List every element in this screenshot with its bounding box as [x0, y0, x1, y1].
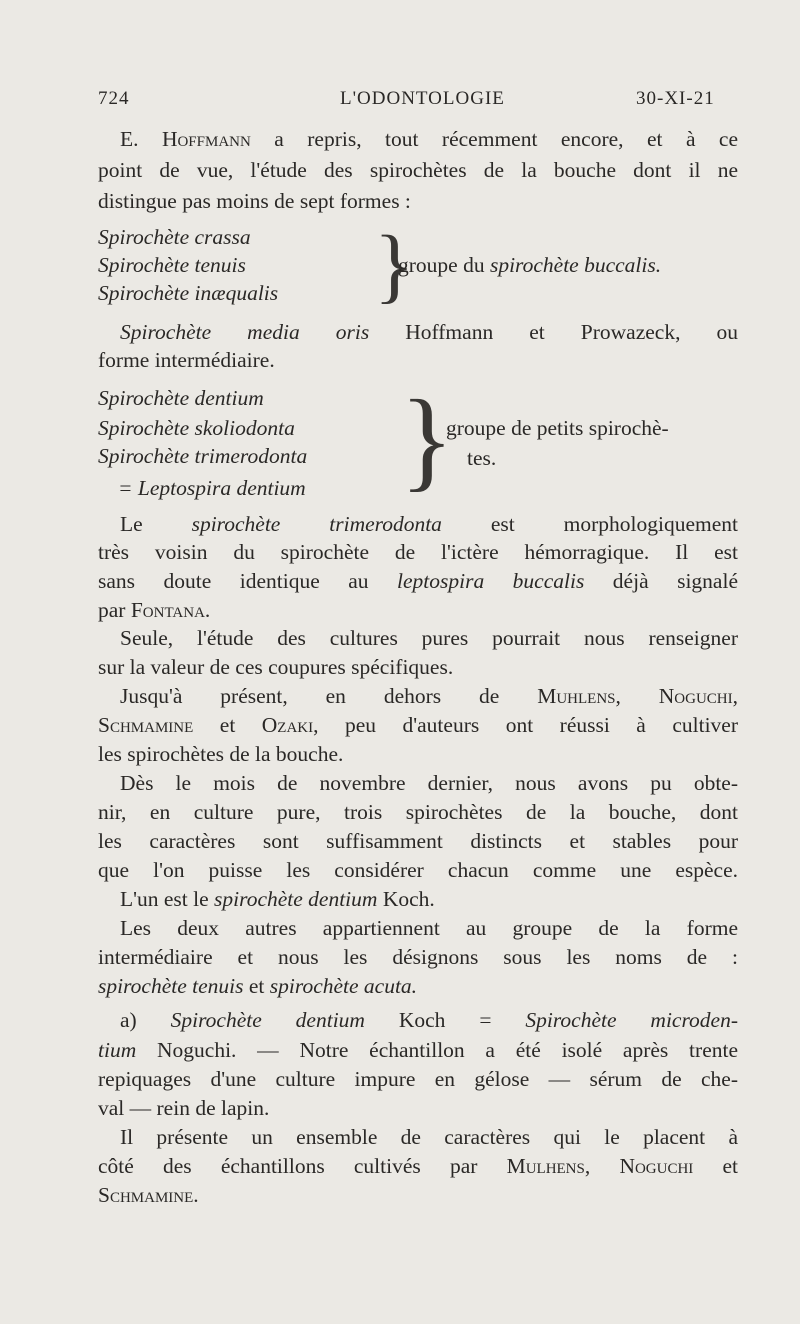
species-name: = Leptospira dentium [118, 476, 306, 500]
species-name: Spirochète dentium [98, 386, 264, 410]
text-line: Schmamine. [98, 1183, 199, 1207]
text-line: Dès le mois de novembre dernier, nous avons pu obte- [120, 771, 738, 795]
text-line: tium Noguchi. — Notre échantillon a été isolé après trente [98, 1038, 738, 1062]
text-line: intermédiaire et nous les désignons sous les noms de : [98, 945, 738, 969]
running-title: L'ODONTOLOGIE [340, 88, 505, 109]
species-name: Spirochète inæqualis [98, 281, 279, 305]
text-line: Il présente un ensemble de caractères qui le placent à [120, 1125, 738, 1149]
species-name: Spirochète crassa [98, 225, 251, 249]
text-line: repiquages d'une culture impure en gélose — sérum de che- [98, 1067, 738, 1091]
text-line: côté des échantillons cultivés par Mulhens, Noguchi et [98, 1154, 738, 1178]
text-line: Spirochète media oris Hoffmann et Prowazeck, ou [120, 320, 738, 344]
author-name: E. Hoffmann [120, 127, 251, 151]
page-number: 724 [98, 88, 130, 109]
text-line: a) Spirochète dentium Koch = Spirochète microden- [120, 1008, 738, 1032]
species-name: Spirochète skoliodonta [98, 416, 295, 440]
group-label: groupe de petits spirochè- [446, 416, 669, 440]
text-line: Seule, l'étude des cultures pures pourrait nous renseigner [120, 626, 738, 650]
text-line: sur la valeur de ces coupures spécifiques. [98, 655, 454, 679]
text-line: nir, en culture pure, trois spirochètes de la bouche, dont [98, 800, 738, 824]
text-line: L'un est le spirochète dentium Koch. [120, 887, 435, 911]
species-name: Spirochète tenuis [98, 253, 246, 277]
species-name: Spirochète trimerodonta [98, 444, 308, 468]
text-line: point de vue, l'étude des spirochètes de la bouche dont il ne [98, 158, 738, 182]
text-line: Les deux autres appartiennent au groupe de la forme [120, 916, 738, 940]
brace: } [400, 378, 454, 502]
text-line: que l'on puisse les considérer chacun comme une espèce. [98, 858, 738, 882]
text-line: les caractères sont suffisamment distincts et stables pour [98, 829, 738, 853]
species-name: Spirochète media oris [120, 320, 370, 344]
text-line: val — rein de lapin. [98, 1096, 270, 1120]
text-line: Le spirochète trimerodonta est morphologiquement [120, 512, 738, 536]
brace: } [374, 219, 415, 312]
text-line: par Fontana. [98, 598, 211, 622]
group-label: groupe du spirochète buccalis. [398, 253, 662, 277]
text-line: Jusqu'à présent, en dehors de Muhlens, Noguchi, [120, 684, 739, 708]
text-line: forme intermédiaire. [98, 348, 275, 372]
text-line: distingue pas moins de sept formes : [98, 189, 411, 213]
text-line: spirochète tenuis et spirochète acuta. [98, 974, 418, 998]
issue-date: 30-XI-21 [636, 88, 715, 109]
text-line: Schmamine et Ozaki, peu d'auteurs ont réussi à cultiver [98, 713, 738, 737]
text-line: sans doute identique au leptospira buccalis déjà signalé [98, 569, 738, 593]
text-line: les spirochètes de la bouche. [98, 742, 344, 766]
group-label: tes. [467, 446, 497, 470]
text-line: E. Hoffmann a repris, tout récemment encore, et à ce [120, 127, 739, 151]
text-line: très voisin du spirochète de l'ictère hémorragique. Il est [98, 540, 738, 564]
